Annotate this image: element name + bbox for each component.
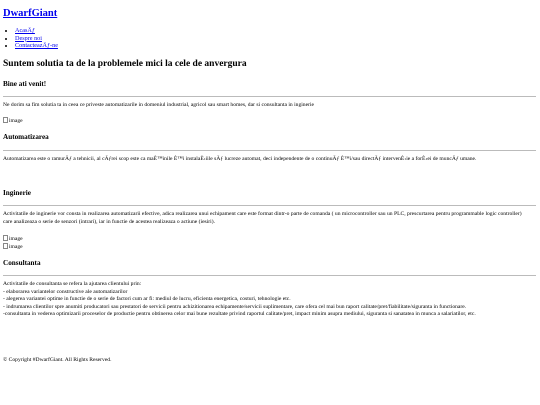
consulting-line: - indrumarea clientilor spre anumiti producatori sau prestatori de servicii pentru achizitionarea echipamente/servicii suplimentare, care ofera cel mai bun raport calitate/pret/fiabilitate/siguranta in functionare. bbox=[3, 303, 467, 310]
divider bbox=[3, 150, 536, 151]
main-nav bbox=[3, 27, 58, 50]
automation-text: Automatizarea este o ramurÄƒ a tehnicii, al cÄƒrei scop este ca maÈ™inile È™i instalaÈ›iile sÄƒ lucreze automat, deci independente de o continuÄƒ È™i/sau directÄƒ intervenÈ›ie a forÈ›ei de muncÄƒ umane. bbox=[3, 156, 477, 162]
nav-link-about[interactable]: Despre noi bbox=[15, 34, 42, 42]
site-logo bbox=[3, 8, 57, 19]
consulting-line: - alegerea variantei optime in functie de o serie de factori cum ar fi: mediul de lucru, eficienta energetica, costuri, tehnologie etc. bbox=[3, 296, 291, 302]
image-alt-text: image bbox=[9, 118, 23, 124]
welcome-heading: Bine ati venit! bbox=[3, 80, 47, 88]
engineering-text: Activitatile de inginerie vor consta in realizarea automatizarii efective, adica realizarea unui echipament care este format dintr-o parte de comanda ( un microcontroller sau un PLC, prescurtarea pentru programmable logic controller) care analizeaza o serie de senzori (intrari), iar in functie de acestea realizeaza o actiune (iesiri). bbox=[3, 211, 522, 225]
broken-image-icon bbox=[3, 243, 8, 249]
image-placeholder bbox=[3, 117, 23, 125]
divider bbox=[3, 275, 536, 276]
hero-title: Suntem solutia ta de la problemele mici la cele de anvergura bbox=[3, 59, 247, 69]
image-alt-text: image bbox=[9, 244, 23, 250]
image-alt-text: image bbox=[9, 236, 23, 242]
engineering-heading: Inginerie bbox=[3, 189, 31, 197]
consulting-line: - elaborarea variantelor constructive ale automatizarilor bbox=[3, 288, 128, 295]
nav-link-contact[interactable]: ContacteazÄƒ-ne bbox=[15, 42, 58, 50]
nav-link-home[interactable]: AcasÄƒ bbox=[15, 27, 35, 34]
broken-image-icon bbox=[3, 235, 8, 241]
consulting-text bbox=[3, 281, 531, 319]
consulting-line: -consultanta in vederea optimizarii proceselor de productie pentru obtinerea celor mai bune rezultate privind raportul calitate/pret, impact minim asupra mediului, siguranta si sanatatea in munca a salariatilor, etc. bbox=[3, 311, 476, 317]
automation-heading: Automatizarea bbox=[3, 133, 49, 141]
image-placeholder bbox=[3, 235, 23, 243]
footer-copyright: © Copyright #DwarfGiant. All Rights Reserved. bbox=[3, 357, 112, 363]
image-placeholder bbox=[3, 243, 23, 251]
welcome-text: Ne dorim sa fim solutia ta in ceea ce priveste automatizarile in domeniul industrial, agricol sau smart homes, dar si consultanta in inginerie bbox=[3, 102, 314, 108]
broken-image-icon bbox=[3, 117, 8, 123]
divider bbox=[3, 205, 536, 206]
nav-item-home bbox=[15, 27, 58, 35]
consulting-heading: Consultanta bbox=[3, 259, 41, 267]
divider bbox=[3, 96, 536, 97]
nav-item-about bbox=[15, 35, 58, 43]
nav-item-contact bbox=[15, 42, 58, 50]
consulting-line: Activitatile de consultanta se refera la ajutarea clientului prin: bbox=[3, 281, 142, 287]
logo-link[interactable]: DwarfGiant bbox=[3, 8, 58, 19]
